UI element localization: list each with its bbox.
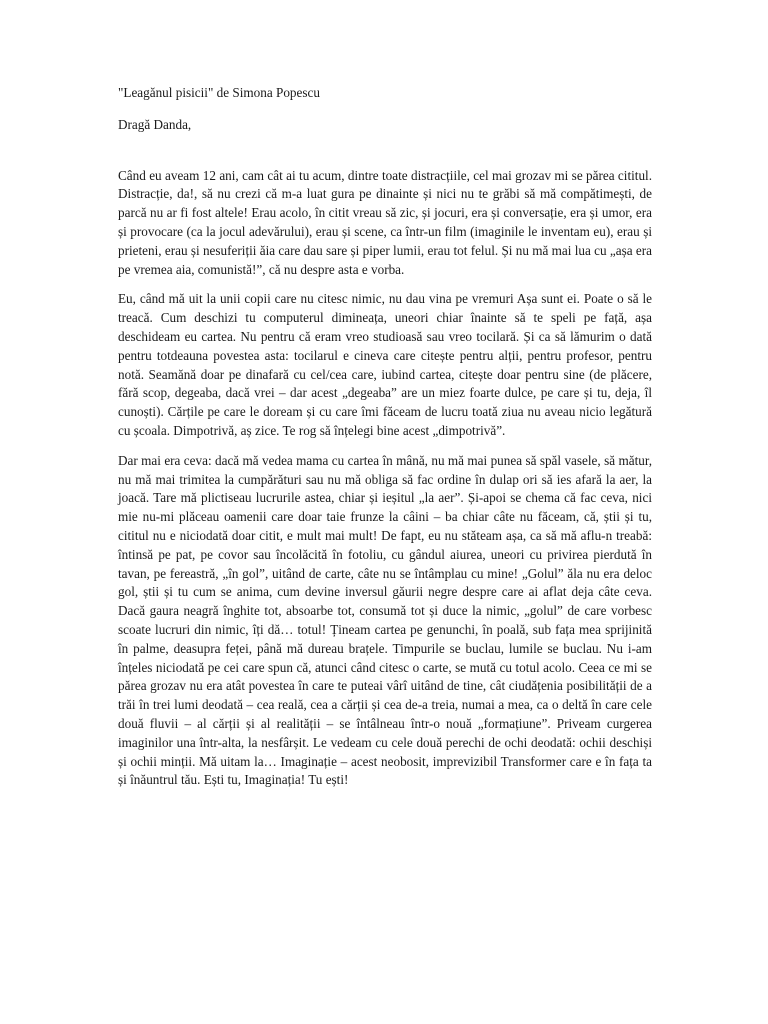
document-title: "Leagănul pisicii" de Simona Popescu <box>118 85 320 100</box>
paragraph-1: Când eu aveam 12 ani, cam cât ai tu acum, dintre toate distracțiile, cel mai grozav mi se părea cititul. Distracție, da!, să nu crezi că m-a luat gura pe dinainte și nici nu te grăbi să mă compătimești, de parcă nu ar fi fost altele! Erau acolo, în citit vreau să zic, și jocuri, era și conversație, era și umor, era și provocare (ca la jocul adevărului), erau și scene, ca într-un film (imaginile le inventam eu), erau și prieteni, erau și nesuferiții ăia care dau sare și piper lumii, erau tot felul. Și nu mă mai lua cu „așa era pe vremea aia, comunistă!”, că nu despre asta e vorba. <box>118 167 652 277</box>
paragraph-3: Dar mai era ceva: dacă mă vedea mama cu cartea în mână, nu mă mai punea să spăl vasele, să mătur, nu mă mai trimitea la cumpărături sau nu mă obliga să fac ordine în dulap ori să ies afară la aer, la joacă. Tare mă plictiseau lucrurile astea, chiar și ieșitul „la aer”. Și-apoi se chema că fac ceva, nici mie nu-mi plăceau oamenii care doar taie frunze la câini – ba chiar câte nu făceam, că, știi și tu, cititul nu e niciodată doar citit, e mult mai mult! De fapt, eu nu stăteam așa, ca să mă aflu-n treabă: întinsă pe pat, pe covor sau încolăcită în fotoliu, cu gândul aiurea, uneori cu privirea pierdută în tavan, pe fereastră, „în gol”, uitând de carte, câte nu se întâmplau cu mine! „Golul” ăla nu era deloc gol, știi și tu cum se anima, cum devine inversul găurii negre despre care ai aflat deja câte ceva. Dacă gaura neagră înghite tot, absoarbe tot, consumă tot și duce la nimic, „golul” de care vorbesc scoate lucruri din nimic, îți dă… totul! Țineam cartea pe genunchi, în poală, sub fața mea sprijinită în palme, deasupra feței, până mă dureau brațele. Timpurile se buclau, lumile se buclau. Nu i-am înțeles niciodată pe cei care spun că, atunci când citesc o carte, se mută cu totul acolo. Ceea ce mi se părea grozav nu era atât povestea în care te puteai vârî uitând de tine, cât ciudățenia posibilității de a trăi în trei lumi deodată – cea reală, cea a cărții și cea de-a treia, numai a mea, ca o deltă în care cele două fluvii – al cărții și al realității – se întâlneau într-o nouă „formațiune”. Priveam curgerea imaginilor una într-alta, la nesfârșit. Le vedeam cu cele două perechi de ochi deodată: ochii deschiși și ochii minții. Mă uitam la… Imaginație – acest neobosit, imprevizibil Transformer care e în fața ta și înăuntrul tău. Ești tu, Imaginația! Tu ești! <box>118 452 652 788</box>
letter-body <box>118 84 652 790</box>
letter-greeting: Dragă Danda, <box>118 116 192 132</box>
paragraph-2: Eu, când mă uit la unii copii care nu citesc nimic, nu dau vina pe vremuri Așa sunt ei. Poate o să le treacă. Cum deschizi tu computerul dimineața, uneori chiar înainte să te speli pe față, așa deschideam eu cartea. Nu pentru că eram vreo studioasă sau vreo tocilară. Și ca să lămurim o dată pentru totdeauna povestea asta: tocilarul e cineva care citește pentru alții, pentru profesor, pentru notă. Seamănă doar pe dinafară cu cel/cea care, iubind cartea, citește doar pentru sine (de plăcere, fără scop, degeaba, dacă vrei – dar acest „degeaba” are un miez foarte dulce, pe care și tu, deja, îl cunoști). Cărțile pe care le doream și cu care îmi făceam de lucru toată ziua nu aveau nicio legătură cu școala. Dimpotrivă, aș zice. Te rog să înțelegi bine acest „dimpotrivă”. <box>118 291 652 438</box>
